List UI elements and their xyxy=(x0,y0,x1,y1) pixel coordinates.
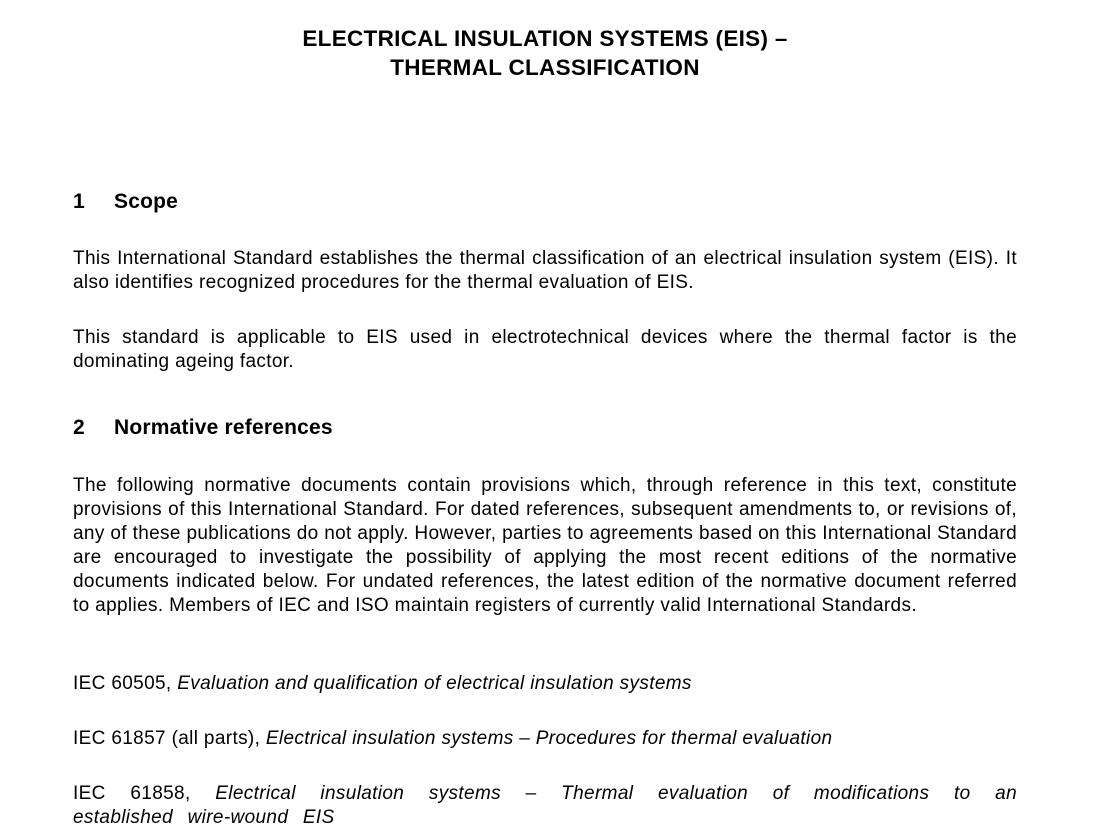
scope-paragraph-2: This standard is applicable to EIS used in electrotechnical devices where the thermal factor is the dominating ageing factor. xyxy=(73,327,1017,372)
section-title: Normative references xyxy=(114,416,333,439)
reference-item xyxy=(73,727,1017,751)
reference-item xyxy=(73,672,1017,696)
reference-title: Evaluation and qualification of electrical insulation systems xyxy=(177,673,692,694)
reference-item xyxy=(73,782,1017,830)
document-title xyxy=(73,24,1017,82)
normative-references-paragraph: The following normative documents contain provisions which, through reference in this text, constitute provisions of this International Standard. For dated references, subsequent amendments to, or revisions of, any of these publications do not apply. However, parties to agreements based on this International Standard are encouraged to investigate the possibility of applying the most recent editions of the normative documents indicated below. For undated references, the latest edition of the normative document referred to applies. Members of IEC and ISO maintain registers of currently valid International Standards. xyxy=(73,475,1017,616)
section-heading-scope xyxy=(73,189,178,215)
reference-title: Electrical insulation systems – Thermal evaluation of modifications to an established wire-wound EIS xyxy=(73,783,1017,828)
section-heading-normative-references xyxy=(73,415,333,441)
section-number: 2 xyxy=(73,416,85,439)
reference-title: Electrical insulation systems – Procedures for thermal evaluation xyxy=(265,728,833,749)
scope-paragraph-1: This International Standard establishes the thermal classification of an electrical insulation system (EIS). It also identifies recognized procedures for the thermal evaluation of EIS. xyxy=(73,248,1017,293)
reference-code: IEC 61858, xyxy=(73,783,216,804)
title-line-2: THERMAL CLASSIFICATION xyxy=(390,55,700,80)
reference-code: IEC 61857 (all parts), xyxy=(73,728,266,749)
section-number: 1 xyxy=(73,190,85,213)
title-line-1: ELECTRICAL INSULATION SYSTEMS (EIS) – xyxy=(302,26,788,51)
reference-code: IEC 60505, xyxy=(73,673,178,694)
section-title: Scope xyxy=(114,190,179,213)
